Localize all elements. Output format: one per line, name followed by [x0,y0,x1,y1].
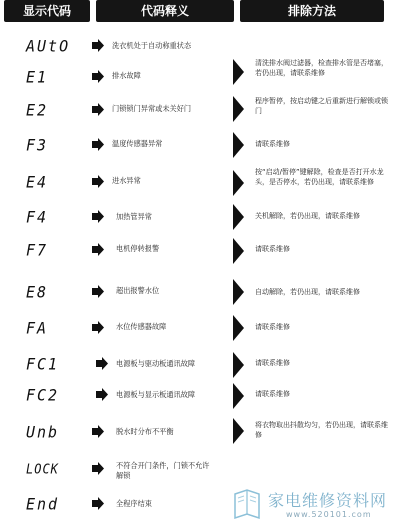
arrow-right-icon [233,204,244,230]
watermark-url: www.520101.com [286,510,372,519]
error-code: AUtO [26,36,71,56]
arrow-right-icon [92,243,104,256]
book-logo-icon [232,488,262,522]
code-meaning: 门锁锁门异常或未关好门 [112,104,192,113]
arrow-right-icon [233,418,244,444]
arrow-right-icon [92,103,104,116]
arrow-right-icon [233,238,244,264]
error-code: LOCK [26,461,59,477]
arrow-right-icon [92,210,104,223]
watermark-title: 家电维修资料网 [268,491,388,510]
arrow-right-icon [92,285,104,298]
arrow-right-icon [92,175,104,188]
error-code: F4 [26,207,49,227]
solution-text: 程序暂停，按启动键之后重新进行解锁或锁门 [255,97,388,115]
error-code: FC2 [26,385,60,405]
error-code: E4 [26,172,49,192]
header-code-meaning: 代码释义 [96,0,234,22]
arrow-right-icon [92,425,104,438]
header-solution: 排除方法 [240,0,384,22]
arrow-right-icon [233,383,244,409]
code-meaning: 加热管异常 [116,212,152,221]
arrow-right-icon [233,132,244,158]
error-code: FA [26,318,49,338]
error-code: F7 [26,240,49,260]
error-code: F3 [26,135,49,155]
arrow-right-icon [92,138,104,151]
arrow-right-icon [233,59,244,85]
solution-text: 清洗排水阀过滤器，检查排水管是否堵塞，若仍出现，请联系维修 [255,59,388,77]
solution-text: 请联系维修 [255,140,290,148]
error-code: E2 [26,100,49,120]
error-code: E8 [26,282,49,302]
arrow-right-icon [233,315,244,341]
solution-text: 关机解除，若仍出现，请联系维修 [255,212,360,220]
arrow-right-icon [233,352,244,378]
arrow-right-icon [233,170,244,196]
solution-text: 自动解除，若仍出现，请联系维修 [255,288,360,296]
arrow-right-icon [92,497,104,510]
code-meaning: 全程序结束 [116,499,152,508]
solution-text: 按“启动/暂停”键解除，检查是否打开水龙头，是否停水，若仍出现，请联系维修 [255,168,384,186]
error-code: E1 [26,67,49,87]
code-meaning: 温度传感器异常 [112,139,163,148]
code-meaning: 洗衣机处于自动称重状态 [112,41,192,50]
error-code: Unb [26,422,60,442]
solution-text: 请联系维修 [255,245,290,253]
error-code: FC1 [26,354,60,374]
arrow-right-icon [92,462,104,475]
arrow-right-icon [233,279,244,305]
error-code: End [26,494,60,514]
arrow-right-icon [233,96,244,122]
arrow-right-icon [92,70,104,83]
arrow-right-icon [92,321,104,334]
code-meaning: 不符合开门条件，门锁不允许解锁 [116,461,210,480]
solution-text: 请联系维修 [255,323,290,331]
code-meaning: 电源板与驱动板通讯故障 [116,359,196,368]
code-meaning: 电机停转报警 [116,244,160,253]
header-display-code: 显示代码 [4,0,90,22]
code-meaning: 超出报警水位 [116,286,160,295]
code-meaning: 电源板与显示板通讯故障 [116,390,196,399]
code-meaning: 进水异常 [112,176,141,185]
solution-text: 请联系维修 [255,359,290,367]
arrow-right-icon [92,39,104,52]
solution-text: 请联系维修 [255,390,290,398]
code-meaning: 脱水时分布不平衡 [116,427,174,436]
solution-text: 将衣物取出抖散均匀，若仍出现，请联系维修 [255,421,388,439]
code-meaning: 排水故障 [112,71,141,80]
arrow-right-icon [96,357,108,370]
arrow-right-icon [96,388,108,401]
code-meaning: 水位传感器故障 [116,322,167,331]
